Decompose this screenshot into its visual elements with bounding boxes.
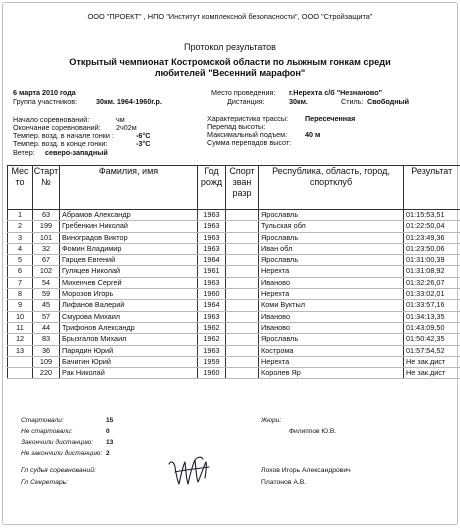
wind-label: Ветер: — [13, 148, 35, 157]
start-number-cell: 36 — [33, 345, 60, 356]
temp-start-value: -6°С — [136, 131, 151, 140]
table-row — [8, 345, 460, 356]
region-cell: Коми Вуктыл — [259, 300, 404, 311]
table-row — [8, 368, 460, 379]
region-cell: Иваново — [259, 322, 404, 333]
track-value: Пересеченная — [305, 114, 356, 123]
name-cell: Лифанов Валерий — [60, 300, 198, 311]
name-cell: Гарцев Евгений — [60, 255, 198, 266]
col-header-result: Результат — [404, 166, 460, 210]
col-header-place: Мес то — [8, 166, 33, 210]
temp-start-label: Темпер. возд. в начале гонки : — [13, 131, 114, 140]
region-cell: Нерехта — [259, 356, 404, 367]
name-cell: Бачигин Юрий — [60, 356, 198, 367]
birth-year-cell: 1963 — [198, 210, 226, 221]
group-value: 30км. 1964-1960г.р. — [96, 97, 162, 106]
place-cell: 9 — [8, 300, 33, 311]
table-row — [8, 243, 460, 254]
event-title: Открытый чемпионат Костромской области по лыжным гонкам среди любителей "Весенний марафон" — [69, 57, 391, 78]
not-started-label: Не стартовали: — [21, 428, 73, 435]
chief-judge-label: Гл судья соревнований: — [21, 467, 96, 474]
sport-rank-cell — [226, 345, 259, 356]
table-row — [8, 311, 460, 322]
region-cell: Иваново — [259, 277, 404, 288]
region-cell: Ярославль — [259, 210, 404, 221]
birth-year-cell: 1963 — [198, 345, 226, 356]
place-cell: 7 — [8, 277, 33, 288]
start-value: чм — [116, 115, 125, 124]
table-row — [8, 300, 460, 311]
sport-rank-cell — [226, 311, 259, 322]
result-cell: Не зак.дист — [404, 368, 460, 379]
table-row — [8, 322, 460, 333]
not-finished-value: 2 — [106, 450, 110, 457]
signature-image — [165, 450, 215, 490]
place-cell: 10 — [8, 311, 33, 322]
total-climb-label: Сумма перепадов высот: — [207, 138, 292, 147]
not-finished-label: Не закончили дистанцию: — [21, 450, 103, 457]
not-started-value: 0 — [106, 428, 110, 435]
start-number-cell: 109 — [33, 356, 60, 367]
chief-judge-name: Лохов Игорь Александрович — [261, 467, 351, 474]
sport-rank-cell — [226, 277, 259, 288]
result-cell: 01:34:13,35 — [404, 311, 460, 322]
sport-rank-cell — [226, 221, 259, 232]
col-header-sport-rank: Спорт зван разр — [226, 166, 259, 210]
started-label: Стартовали: — [21, 417, 64, 424]
protocol-page — [2, 2, 458, 525]
name-cell: Трифонов Александр — [60, 322, 198, 333]
style-value: Свободный — [367, 97, 410, 106]
place-cell: 13 — [8, 345, 33, 356]
region-cell: Ярославль — [259, 232, 404, 243]
height-diff-label: Перепад высоты: — [207, 122, 266, 131]
name-cell: Рак Николай — [60, 368, 198, 379]
table-row — [8, 277, 460, 288]
venue-value: г.Нерехта с/б "Незнаново" — [289, 88, 383, 97]
result-cell: 01:57:54,52 — [404, 345, 460, 356]
place-cell: 11 — [8, 322, 33, 333]
table-header-row — [8, 166, 460, 210]
name-cell: Михенчев Сергей — [60, 277, 198, 288]
table-row — [8, 334, 460, 345]
start-number-cell: 32 — [33, 243, 60, 254]
sport-rank-cell — [226, 210, 259, 221]
jury-label: Жюри: — [261, 417, 282, 424]
table-row — [8, 221, 460, 232]
name-cell: Брызгалов Михаил — [60, 334, 198, 345]
table-row — [8, 289, 460, 300]
birth-year-cell: 1964 — [198, 300, 226, 311]
max-climb-value: 40 м — [305, 130, 321, 139]
name-cell: Морозов Игорь — [60, 289, 198, 300]
start-number-cell: 63 — [33, 210, 60, 221]
place-cell: 4 — [8, 243, 33, 254]
region-cell: Тульская обл — [259, 221, 404, 232]
table-row — [8, 210, 460, 221]
birth-year-cell: 1960 — [198, 289, 226, 300]
region-cell: Иваново — [259, 311, 404, 322]
birth-year-cell: 1961 — [198, 266, 226, 277]
table-row — [8, 255, 460, 266]
place-cell: 6 — [8, 266, 33, 277]
place-cell — [8, 356, 33, 367]
name-cell: Фомин Владимир — [60, 243, 198, 254]
end-value: 2ч02м — [116, 123, 137, 132]
event-date: 6 марта 2010 года — [13, 88, 76, 97]
temp-end-value: -3°С — [136, 139, 151, 148]
birth-year-cell: 1964 — [198, 255, 226, 266]
birth-year-cell: 1963 — [198, 311, 226, 322]
result-cell: Не зак.дист — [404, 356, 460, 367]
place-cell: 2 — [8, 221, 33, 232]
sport-rank-cell — [226, 289, 259, 300]
protocol-title: Протокол результатов — [184, 42, 276, 52]
sport-rank-cell — [226, 322, 259, 333]
chief-secretary-label: Гл Секретарь: — [21, 479, 69, 486]
name-cell: Абрамов Александр — [60, 210, 198, 221]
temp-end-label: Темпер. возд. в конце гонки: — [13, 139, 108, 148]
distance-label: Дистанция: — [227, 97, 265, 106]
venue-label: Место проведения: — [211, 88, 276, 97]
place-cell: 5 — [8, 255, 33, 266]
start-number-cell: 101 — [33, 232, 60, 243]
start-number-cell: 199 — [33, 221, 60, 232]
sport-rank-cell — [226, 255, 259, 266]
result-cell: 01:23:49,36 — [404, 232, 460, 243]
sport-rank-cell — [226, 368, 259, 379]
place-cell: 3 — [8, 232, 33, 243]
chief-secretary-name: Платонов А.В. — [261, 479, 307, 486]
col-header-birth-year: Год рожд — [198, 166, 226, 210]
result-cell: 01:31:08,92 — [404, 266, 460, 277]
region-cell: Ярославль — [259, 255, 404, 266]
end-label: Окончание соревнований: — [13, 123, 101, 132]
distance-value: 30км. — [289, 97, 308, 106]
group-label: Группа участников: — [13, 97, 78, 106]
birth-year-cell: 1963 — [198, 221, 226, 232]
birth-year-cell: 1963 — [198, 243, 226, 254]
birth-year-cell: 1962 — [198, 322, 226, 333]
start-label: Начало соревнований: — [13, 115, 90, 124]
result-cell: 01:22:50,04 — [404, 221, 460, 232]
region-cell: Нерехта — [259, 289, 404, 300]
place-cell: 12 — [8, 334, 33, 345]
name-cell: Парядин Юрий — [60, 345, 198, 356]
name-cell: Гуляцев Николай — [60, 266, 198, 277]
sport-rank-cell — [226, 232, 259, 243]
birth-year-cell: 1962 — [198, 334, 226, 345]
sport-rank-cell — [226, 300, 259, 311]
result-cell: 01:31:00,39 — [404, 255, 460, 266]
region-cell: Ярославль — [259, 334, 404, 345]
results-table — [7, 165, 460, 379]
wind-value: северо-западный — [45, 148, 108, 157]
birth-year-cell: 1963 — [198, 277, 226, 288]
birth-year-cell: 1963 — [198, 232, 226, 243]
start-number-cell: 44 — [33, 322, 60, 333]
style-label: Стиль: — [341, 97, 364, 106]
place-cell: 1 — [8, 210, 33, 221]
start-number-cell: 102 — [33, 266, 60, 277]
result-cell: 01:50:42,35 — [404, 334, 460, 345]
start-number-cell: 57 — [33, 311, 60, 322]
result-cell: 01:43:09,50 — [404, 322, 460, 333]
result-cell: 01:32:26,07 — [404, 277, 460, 288]
col-header-name: Фамилия, имя — [60, 166, 198, 210]
region-cell: Королев Яр — [259, 368, 404, 379]
result-cell: 01:33:02,01 — [404, 289, 460, 300]
sport-rank-cell — [226, 334, 259, 345]
result-cell: 01:23:50,06 — [404, 243, 460, 254]
sport-rank-cell — [226, 243, 259, 254]
table-row — [8, 266, 460, 277]
start-number-cell: 83 — [33, 334, 60, 345]
start-number-cell: 54 — [33, 277, 60, 288]
region-cell: Нерехта — [259, 266, 404, 277]
name-cell: Виноградов Виктор — [60, 232, 198, 243]
finished-value: 13 — [106, 439, 114, 446]
table-row — [8, 232, 460, 243]
start-number-cell: 45 — [33, 300, 60, 311]
col-header-region: Республика, область, город, спортклуб — [259, 166, 404, 210]
start-number-cell: 67 — [33, 255, 60, 266]
finished-label: Закончили дистанцию: — [21, 439, 93, 446]
region-cell: Иван обл — [259, 243, 404, 254]
table-row — [8, 356, 460, 367]
col-header-start-number: Старт № — [33, 166, 60, 210]
result-cell: 01:15:53,51 — [404, 210, 460, 221]
name-cell: Гребенкин Николай — [60, 221, 198, 232]
place-cell: 8 — [8, 289, 33, 300]
sport-rank-cell — [226, 356, 259, 367]
start-number-cell: 220 — [33, 368, 60, 379]
start-number-cell: 59 — [33, 289, 60, 300]
birth-year-cell: 1960 — [198, 368, 226, 379]
name-cell: Смурова Михаил — [60, 311, 198, 322]
birth-year-cell: 1959 — [198, 356, 226, 367]
track-label: Характеристика трассы: — [207, 114, 289, 123]
sport-rank-cell — [226, 266, 259, 277]
max-climb-label: Максимальный подъем: — [207, 130, 288, 139]
place-cell — [8, 368, 33, 379]
started-value: 15 — [106, 417, 114, 424]
result-cell: 01:33:57,16 — [404, 300, 460, 311]
jury-name: Филиппов Ю.В. — [289, 428, 337, 435]
region-cell: Кострома — [259, 345, 404, 356]
organizers-line: ООО "ПРОЕКТ" , НПО "Институт комплексной безопасности", ООО "Стройзащита" — [87, 12, 373, 21]
